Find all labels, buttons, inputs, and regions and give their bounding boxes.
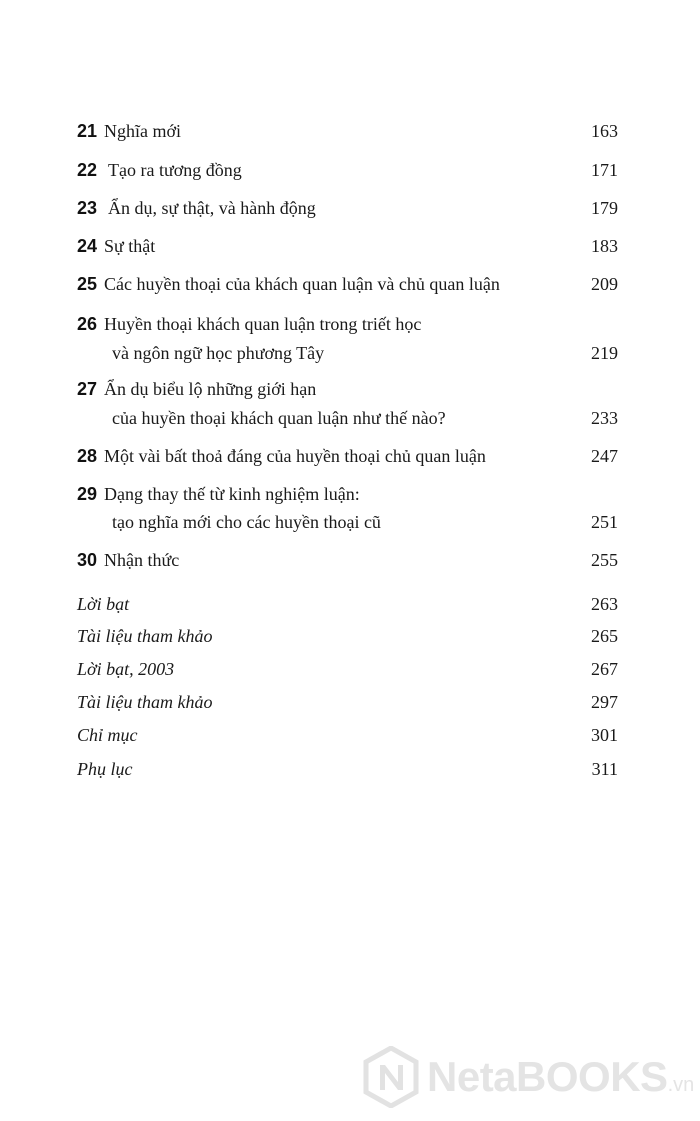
chapter-number: 28 [77, 446, 98, 466]
back-matter-title: Chỉ mục [77, 725, 138, 745]
page-number: 247 [591, 446, 618, 466]
toc-entry-23 [0, 193, 700, 223]
chapter-number: 26 [77, 314, 98, 334]
watermark [363, 1046, 693, 1108]
back-matter-title: Tài liệu tham khảo [77, 692, 213, 712]
back-matter-entry [0, 589, 700, 619]
page-number: 263 [591, 594, 618, 614]
chapter-number: 25 [77, 274, 98, 294]
toc-entry-24 [0, 231, 700, 261]
chapter-title-line2: của huyền thoại khách quan luận như thế nào? [112, 408, 446, 428]
page-number: 265 [591, 626, 618, 646]
watermark-suffix: .vn [667, 1074, 695, 1096]
page-number: 297 [591, 692, 618, 712]
chapter-title-line2: tạo nghĩa mới cho các huyền thoại cũ [112, 512, 381, 532]
chapter-title-line2: và ngôn ngữ học phương Tây [112, 343, 325, 363]
page-number: 251 [591, 512, 618, 532]
page-number: 301 [591, 725, 618, 745]
chapter-title: Dạng thay thế từ kinh nghiệm luận: [104, 484, 360, 504]
page-number: 255 [591, 550, 618, 570]
page-number: 311 [591, 759, 618, 779]
toc-entry-25 [0, 269, 700, 299]
toc-entry-28 [0, 441, 700, 471]
page-number: 163 [591, 121, 618, 141]
back-matter-title: Lời bạt [77, 594, 130, 614]
chapter-title: Tạo ra tương đồng [108, 160, 242, 180]
page-number: 183 [591, 236, 618, 256]
page-number: 267 [591, 659, 618, 679]
chapter-number: 30 [77, 550, 98, 570]
chapter-number: 23 [77, 198, 98, 218]
chapter-title: Một vài bất thoả đáng của huyền thoại chủ quan luận [104, 446, 486, 466]
page-number: 233 [591, 408, 618, 428]
back-matter-title: Lời bạt, 2003 [77, 659, 175, 679]
back-matter-entry [0, 621, 700, 651]
page-number: 179 [591, 198, 618, 218]
chapter-number: 27 [77, 379, 98, 399]
back-matter-entry [0, 687, 700, 717]
chapter-title: Ẩn dụ, sự thật, và hành động [108, 198, 316, 218]
toc-entry-29 [0, 479, 700, 539]
page-number: 209 [591, 274, 618, 294]
chapter-number: 29 [77, 484, 98, 504]
toc-entry-27 [0, 374, 700, 434]
back-matter-entry [0, 654, 700, 684]
watermark-brand: NetaBOOKS [427, 1053, 668, 1100]
toc-entry-26 [0, 309, 700, 369]
page-number: 219 [591, 343, 618, 363]
chapter-title: Nhận thức [104, 550, 180, 570]
back-matter-entry [0, 754, 700, 784]
watermark-text [427, 1052, 694, 1110]
netabooks-logo-icon [363, 1046, 419, 1108]
chapter-number: 21 [77, 121, 98, 141]
back-matter-title: Phụ lục [77, 759, 133, 779]
toc-entry-22 [0, 155, 700, 185]
chapter-title: Nghĩa mới [104, 121, 182, 141]
chapter-title: Huyền thoại khách quan luận trong triết học [104, 314, 422, 334]
chapter-number: 24 [77, 236, 98, 256]
chapter-number: 22 [77, 160, 98, 180]
chapter-title: Ẩn dụ biểu lộ những giới hạn [104, 379, 317, 399]
back-matter-title: Tài liệu tham khảo [77, 626, 213, 646]
toc-entry-30 [0, 545, 700, 575]
chapter-title: Sự thật [104, 236, 156, 256]
back-matter-entry [0, 720, 700, 750]
page-number: 171 [591, 160, 618, 180]
chapter-title: Các huyền thoại của khách quan luận và chủ quan luận [104, 274, 500, 294]
toc-entry-21 [0, 116, 700, 146]
